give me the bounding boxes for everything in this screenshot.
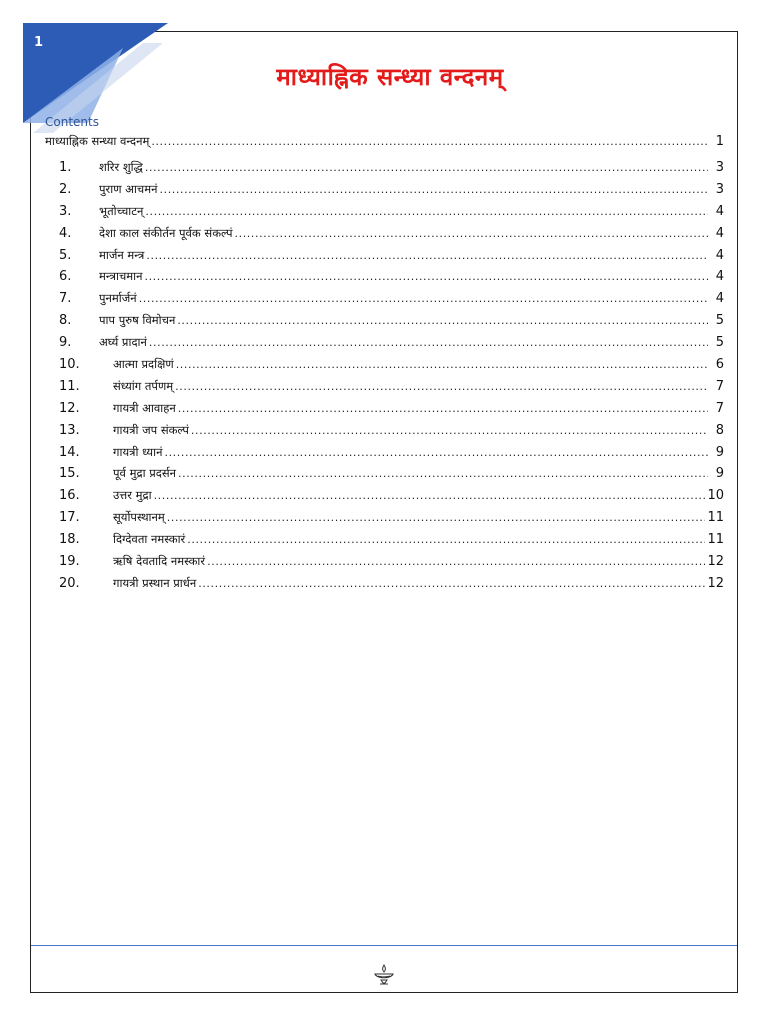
toc-entry[interactable] — [45, 310, 724, 332]
toc-entry-label: मन्त्राचमान — [99, 269, 143, 284]
toc-entry[interactable] — [45, 245, 724, 267]
toc-entry-number: 5. — [59, 247, 72, 263]
toc-entry[interactable] — [45, 398, 724, 420]
toc-entry-page: 1 — [715, 134, 724, 149]
toc-entry[interactable] — [45, 179, 724, 201]
toc-entry-label: दिग्देवता नमस्कारं — [113, 532, 186, 547]
toc-entry-page: 4 — [715, 291, 724, 307]
toc-entry-page: 4 — [715, 269, 724, 285]
toc-entry-number: 11. — [59, 378, 80, 394]
oil-lamp-icon — [372, 963, 396, 987]
toc-entry[interactable] — [45, 288, 724, 310]
toc-entry-number: 7. — [59, 291, 72, 307]
toc-entry-number: 1. — [59, 160, 72, 175]
toc-entry-label: ऋषि देवतादि नमस्कारं — [113, 554, 206, 569]
dot-leader — [146, 245, 708, 267]
toc-entry-number: 9. — [59, 335, 72, 351]
toc-entry-number: 2. — [59, 181, 72, 197]
dot-leader — [139, 288, 708, 310]
dot-leader — [177, 310, 708, 332]
toc-entry-page: 7 — [715, 400, 724, 416]
toc-entry-label: संध्यांग तर्पणम् — [113, 378, 174, 393]
toc-entry[interactable] — [45, 223, 724, 245]
toc-entry-page: 12 — [707, 575, 724, 591]
toc-entry-page: 4 — [715, 225, 724, 241]
toc-heading: Contents — [45, 115, 99, 129]
toc-entry-label: पुनर्मार्जनं — [99, 291, 137, 306]
toc-entry-page: 9 — [715, 444, 724, 460]
dot-leader — [154, 485, 706, 507]
page-number: 1 — [34, 35, 44, 50]
dot-leader — [187, 529, 705, 551]
table-of-contents — [45, 131, 724, 595]
toc-entry-page: 10 — [707, 488, 724, 504]
dot-leader — [167, 507, 706, 529]
toc-entry-page: 4 — [715, 203, 724, 219]
toc-entry-number: 15. — [59, 466, 80, 482]
toc-entry-number: 13. — [59, 422, 80, 438]
toc-entry-page: 9 — [715, 466, 724, 482]
toc-entry[interactable] — [45, 376, 724, 398]
toc-entry-page: 6 — [715, 357, 724, 373]
toc-entry-label: सूर्योपस्थानम् — [113, 510, 165, 525]
toc-entry[interactable] — [45, 266, 724, 288]
footer-divider — [31, 945, 737, 946]
toc-entry-page: 11 — [707, 532, 724, 548]
toc-entry-number: 17. — [59, 510, 80, 526]
toc-entry-label: भूतोच्चाटन् — [99, 203, 144, 218]
toc-entry-number: 8. — [59, 313, 72, 329]
toc-entry-number: 18. — [59, 532, 80, 548]
dot-leader — [191, 420, 708, 442]
toc-entry-label: गायत्री प्रस्थान प्रार्धन — [113, 575, 197, 590]
toc-entry-page: 12 — [707, 554, 724, 570]
toc-entry-label: मार्जन मन्त्र — [99, 247, 145, 262]
toc-entry[interactable] — [45, 442, 724, 464]
toc-entry[interactable] — [45, 551, 724, 573]
dot-leader — [164, 442, 708, 464]
dot-leader — [198, 573, 705, 595]
toc-entry-page: 4 — [715, 247, 724, 263]
dot-leader — [144, 266, 708, 288]
toc-entry[interactable] — [45, 201, 724, 223]
toc-entry[interactable] — [45, 573, 724, 595]
toc-entry-page: 8 — [715, 422, 724, 438]
toc-entry[interactable] — [45, 529, 724, 551]
toc-entry[interactable] — [45, 157, 724, 179]
toc-entry-page: 3 — [715, 181, 724, 197]
toc-entry-number: 10. — [59, 357, 80, 373]
dot-leader — [176, 354, 708, 376]
toc-entry-page: 5 — [715, 313, 724, 329]
toc-entry[interactable] — [45, 463, 724, 485]
toc-entry-label: गायत्री जप संकल्पं — [113, 422, 189, 437]
toc-entry-number: 14. — [59, 444, 80, 460]
toc-entry[interactable] — [45, 507, 724, 529]
document-title: माध्याह्निक सन्ध्या वन्दनम् — [276, 63, 504, 91]
toc-entry[interactable] — [45, 485, 724, 507]
dot-leader — [160, 179, 709, 201]
toc-entry-number: 19. — [59, 554, 80, 570]
toc-entry-label: पाप पुरुष विमोचन — [99, 313, 176, 328]
toc-entry-number: 6. — [59, 269, 72, 285]
toc-entry-label: माध्याह्निक सन्ध्या वन्दनम् — [45, 134, 150, 148]
toc-entry-page: 7 — [715, 378, 724, 394]
dot-leader — [145, 201, 708, 223]
toc-entry-label: आत्मा प्रदक्षिणं — [113, 357, 174, 372]
toc-entry-number: 3. — [59, 203, 72, 219]
dot-leader — [207, 551, 705, 573]
toc-entry[interactable] — [45, 354, 724, 376]
toc-entry-label: देशा काल संकीर्तन पूर्वक संकल्पं — [99, 225, 233, 240]
toc-entry-number: 12. — [59, 400, 80, 416]
toc-entry-label: उत्तर मुद्रा — [113, 488, 152, 503]
toc-entry-number: 4. — [59, 225, 72, 241]
dot-leader — [178, 463, 708, 485]
toc-entry[interactable] — [45, 420, 724, 442]
dot-leader — [178, 398, 708, 420]
toc-top-entry[interactable] — [45, 131, 724, 151]
toc-entry-label: अर्घ्य प्रादानं — [99, 335, 147, 350]
toc-entry-number: 20. — [59, 575, 80, 591]
dot-leader — [175, 376, 708, 398]
toc-entry[interactable] — [45, 332, 724, 354]
dot-leader — [151, 132, 708, 152]
dot-leader — [149, 332, 708, 354]
toc-entry-page: 11 — [707, 510, 724, 526]
toc-entry-number: 16. — [59, 488, 80, 504]
toc-entry-page: 3 — [715, 160, 724, 175]
toc-entry-label: गायत्री आवाहन — [113, 400, 176, 415]
toc-entry-label: पूर्व मुद्रा प्रदर्सन — [113, 466, 177, 481]
toc-entry-label: शरिर शुद्धि — [99, 160, 143, 174]
toc-entry-label: गायत्री ध्यानं — [113, 444, 163, 459]
dot-leader — [235, 223, 709, 245]
dot-leader — [145, 157, 708, 179]
toc-entry-page: 5 — [715, 335, 724, 351]
toc-entry-label: पुराण आचमनं — [99, 181, 158, 196]
